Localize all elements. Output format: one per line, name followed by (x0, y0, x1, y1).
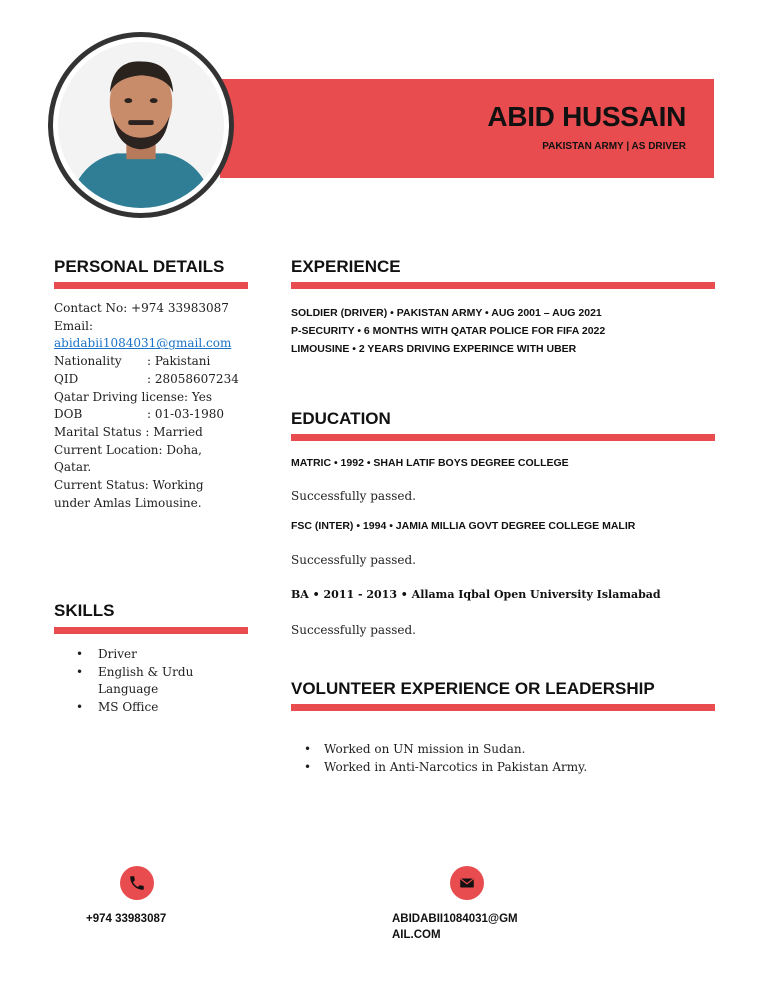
experience-item: SOLDIER (DRIVER) • PAKISTAN ARMY • AUG 2001 – AUG 2021 (291, 307, 602, 319)
footer-email (392, 911, 518, 943)
marital-status: Marital Status : Married (54, 424, 203, 439)
qid-value: : 28058607234 (147, 371, 239, 386)
experience-item: LIMOUSINE • 2 YEARS DRIVING EXPERINCE WITH UBER (291, 343, 577, 355)
dob-row (54, 406, 250, 424)
volunteer-list (302, 740, 722, 776)
personal-details (54, 300, 250, 512)
header-banner (220, 79, 714, 178)
nationality-value: : Pakistani (147, 354, 211, 369)
education-entry-fsc: FSC (INTER) • 1994 • JAMIA MILLIA GOVT DEGREE COLLEGE MALIR (291, 520, 636, 532)
volunteer-heading: VOLUNTEER EXPERIENCE OR LEADERSHIP (291, 679, 655, 698)
education-note: Successfully passed. (291, 553, 416, 567)
current-location-line2: Qatar. (54, 460, 92, 475)
skills-divider (54, 627, 248, 634)
experience-item: P-SECURITY • 6 MONTHS WITH QATAR POLICE FOR FIFA 2022 (291, 325, 606, 337)
current-status-line2: under Amlas Limousine. (54, 495, 202, 510)
envelope-icon (450, 866, 484, 900)
qid-row (54, 371, 250, 389)
education-entry-matric: MATRIC • 1992 • SHAH LATIF BOYS DEGREE COLLEGE (291, 457, 569, 469)
experience-list (291, 304, 721, 358)
experience-divider (291, 282, 715, 289)
candidate-subtitle: PAKISTAN ARMY | AS DRIVER (542, 141, 686, 152)
education-entry-ba: BA • 2011 - 2013 • Allama Iqbal Open University Islamabad (291, 588, 661, 601)
volunteer-item: • Worked in Anti-Narcotics in Pakistan Army. (302, 758, 722, 776)
experience-heading: EXPERIENCE (291, 257, 401, 276)
current-status-line1: Current Status: Working (54, 478, 204, 493)
dob-value: : 01-03-1980 (147, 407, 225, 422)
current-location-line1: Current Location: Doha, (54, 442, 202, 457)
profile-portrait-graphic (58, 42, 224, 208)
education-divider (291, 434, 715, 441)
footer-email-line2: AIL.COM (392, 929, 441, 941)
dob-label: DOB (54, 407, 83, 422)
email-label: Email: (54, 318, 94, 333)
phone-icon (120, 866, 154, 900)
education-note: Successfully passed. (291, 623, 416, 637)
profile-photo (48, 32, 234, 218)
personal-details-divider (54, 282, 248, 289)
skills-heading: SKILLS (54, 601, 115, 620)
skill-item: • MS Office (54, 699, 250, 717)
email-link[interactable]: abidabii1084031@gmail.com (54, 336, 232, 351)
skill-item: • English & Urdu Language (54, 664, 250, 699)
qid-label: QID (54, 371, 79, 386)
phone-icon-glyph (128, 874, 146, 892)
driving-license: Qatar Driving license: Yes (54, 389, 213, 404)
profile-photo-image (58, 42, 224, 208)
education-heading: EDUCATION (291, 409, 391, 428)
personal-details-heading: PERSONAL DETAILS (54, 257, 225, 276)
skills-list (54, 646, 250, 717)
education-note: Successfully passed. (291, 489, 416, 503)
contact-number: Contact No: +974 33983087 (54, 301, 229, 315)
nationality-row (54, 353, 250, 371)
candidate-name: ABID HUSSAIN (487, 101, 686, 132)
footer-email-line1: ABIDABII1084031@GM (392, 913, 518, 925)
skill-item: • Driver (54, 646, 250, 664)
nationality-label: Nationality (54, 354, 122, 369)
envelope-icon-glyph (458, 874, 476, 892)
volunteer-divider (291, 704, 715, 711)
volunteer-item: • Worked on UN mission in Sudan. (302, 740, 722, 758)
footer-phone: +974 33983087 (86, 913, 167, 925)
